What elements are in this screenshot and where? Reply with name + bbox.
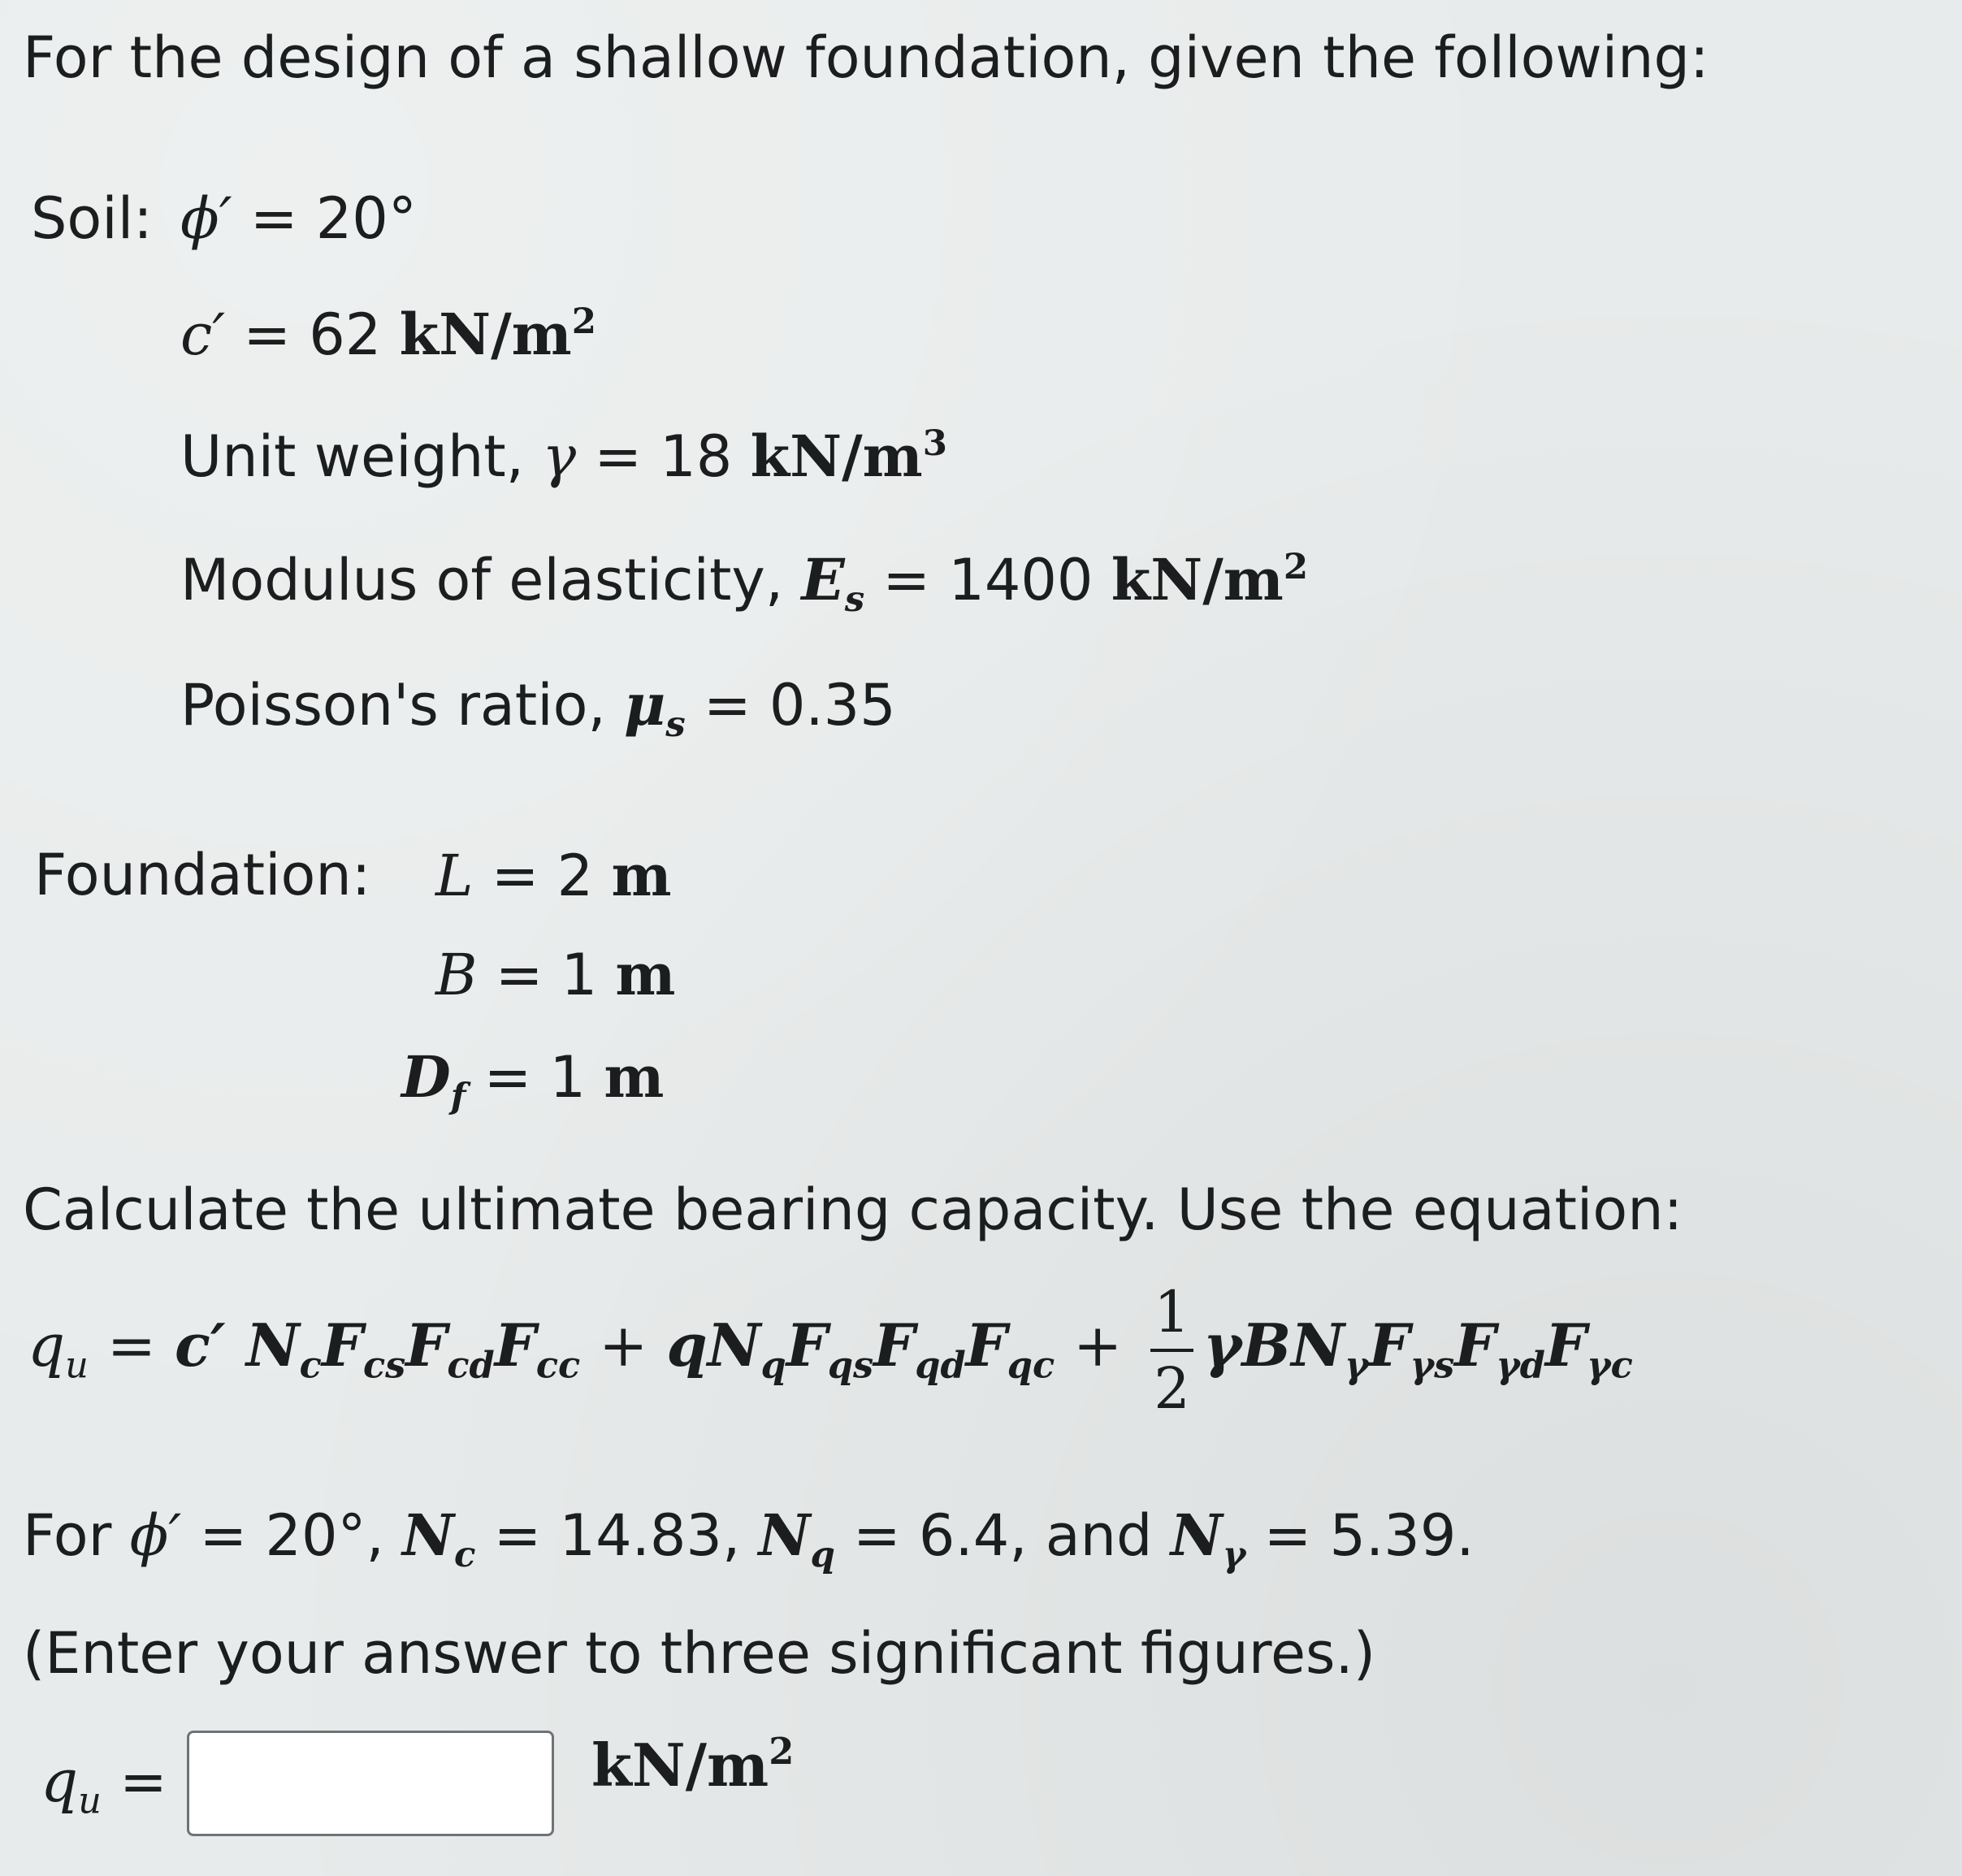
answer-label bbox=[41, 1747, 167, 1822]
eq-term-surcharge: $qN_qF_{qs}F_{qd}F_{qc}$ bbox=[666, 1311, 1055, 1387]
unit-weight-label: Unit weight, bbox=[180, 423, 543, 490]
answer-equals: = bbox=[101, 1748, 167, 1815]
intro-text: For the design of a shallow foundation, given the following: bbox=[23, 24, 1709, 91]
answer-unit: $kN/m^2$ bbox=[591, 1730, 795, 1800]
soil-heading: Soil: bbox=[31, 185, 153, 252]
given-phi: ϕ′ bbox=[129, 1502, 182, 1569]
poisson-value: = 0.35 bbox=[685, 672, 896, 739]
gamma-symbol: γ bbox=[542, 423, 577, 490]
foundation-B-line bbox=[435, 941, 675, 1008]
L-unit: m bbox=[611, 842, 672, 909]
given-Nq: $N_q$ bbox=[758, 1501, 835, 1575]
given-prefix: For bbox=[23, 1502, 130, 1569]
eq-fraction-half: $\frac{1}{2}$ bbox=[1150, 1284, 1193, 1417]
eq-equals: = bbox=[88, 1311, 175, 1380]
bearing-capacity-equation bbox=[28, 1279, 1633, 1422]
c-unit: $kN/m^2$ bbox=[399, 300, 596, 368]
poisson-label: Poisson's ratio, bbox=[180, 672, 624, 739]
modulus-symbol: $E_s$ bbox=[801, 546, 865, 620]
instruction-text: Calculate the ultimate bearing capacity. Use the equation: bbox=[23, 1176, 1683, 1243]
given-Ngamma-value: = 5.39. bbox=[1245, 1502, 1475, 1569]
phi-symbol: ϕ′ bbox=[180, 185, 232, 252]
answer-input[interactable] bbox=[187, 1731, 554, 1836]
eq-lhs: $q_u$ bbox=[28, 1311, 89, 1387]
answer-symbol: $q_u$ bbox=[41, 1747, 102, 1822]
poisson-symbol: $\mu_s$ bbox=[624, 671, 686, 745]
eq-term-unit-weight: $\gamma BN_\gamma F_{\gamma s}F_{\gamma d}F_{\gamma c}$ bbox=[1202, 1311, 1633, 1387]
unit-weight-line bbox=[180, 422, 947, 490]
modulus-line bbox=[180, 545, 1309, 620]
soil-c-line bbox=[180, 301, 596, 368]
unit-weight-value: = 18 bbox=[576, 423, 751, 490]
given-Ngamma: $N_\gamma$ bbox=[1170, 1501, 1246, 1575]
soil-phi-line bbox=[180, 185, 417, 252]
modulus-label: Modulus of elasticity, bbox=[180, 547, 802, 613]
eq-plus-2: + bbox=[1055, 1311, 1141, 1380]
L-value: = 2 bbox=[473, 843, 612, 909]
L-symbol: L bbox=[435, 843, 474, 909]
B-symbol: B bbox=[435, 942, 478, 1008]
modulus-value: = 1400 bbox=[864, 547, 1111, 613]
foundation-L-line bbox=[435, 842, 672, 909]
eq-term-cohesion: c′ $N_cF_{cs}F_{cd}F_{cc}$ bbox=[174, 1311, 581, 1387]
Df-unit: m bbox=[604, 1043, 665, 1111]
given-Nc: $N_c$ bbox=[401, 1501, 476, 1575]
foundation-heading: Foundation: bbox=[34, 842, 371, 908]
B-value: = 1 bbox=[477, 942, 616, 1008]
given-Nq-value: = 6.4, and bbox=[834, 1502, 1171, 1569]
c-value: = 62 bbox=[225, 301, 400, 368]
given-phi-value: = 20°, bbox=[181, 1502, 402, 1569]
foundation-Df-line bbox=[401, 1043, 665, 1117]
c-symbol: c′ bbox=[180, 301, 226, 368]
bearing-factors-line bbox=[23, 1501, 1475, 1575]
poisson-line bbox=[180, 671, 896, 745]
B-unit: m bbox=[615, 941, 676, 1008]
phi-value: = 20° bbox=[232, 185, 417, 252]
eq-plus-1: + bbox=[580, 1311, 667, 1380]
modulus-unit: $kN/m^2$ bbox=[1111, 545, 1309, 613]
Df-value: = 1 bbox=[466, 1044, 604, 1111]
given-Nc-value: = 14.83, bbox=[475, 1502, 759, 1569]
Df-symbol: $D_f$ bbox=[401, 1043, 466, 1117]
unit-weight-unit: $kN/m^3$ bbox=[750, 422, 947, 490]
significant-figures-note: (Enter your answer to three significant figures.) bbox=[23, 1620, 1376, 1687]
